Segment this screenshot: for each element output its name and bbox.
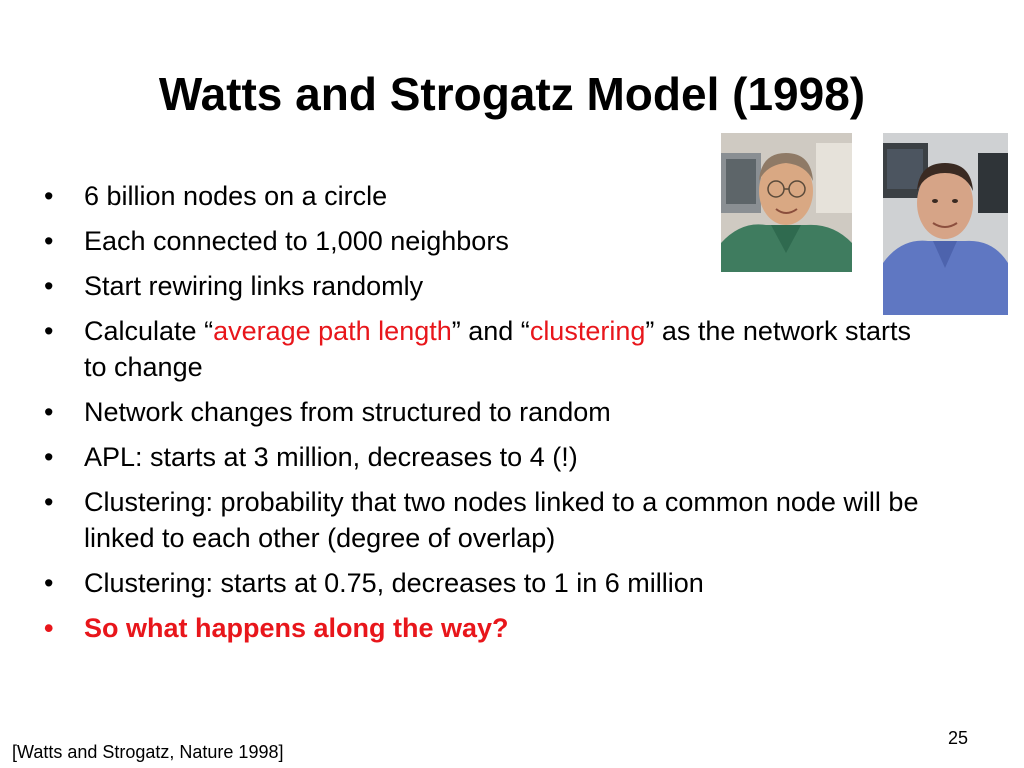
bullet-icon: • [44, 397, 54, 427]
bullet-item [44, 484, 924, 556]
bullet-item [44, 313, 924, 385]
bullet-text: Start rewiring links randomly [84, 271, 424, 301]
portrait-photo-watts [883, 133, 1008, 315]
page-number: 25 [948, 728, 969, 748]
highlight-clustering: clustering [529, 316, 646, 346]
bullet-icon: • [44, 181, 54, 211]
bullet-item [44, 268, 924, 304]
bullet-text: Clustering: starts at 0.75, decreases to 1 in 6 million [84, 568, 704, 598]
portrait-image [883, 133, 1008, 315]
bullet-text: APL: starts at 3 million, decreases to 4 (!) [84, 442, 578, 472]
bullet-item-emphasis [44, 610, 924, 646]
citation: [Watts and Strogatz, Nature 1998] [12, 742, 284, 762]
bullet-icon: • [44, 271, 54, 301]
bullet-text: 6 billion nodes on a circle [84, 181, 388, 211]
bullet-icon: • [44, 613, 54, 643]
bullet-text-suffix: ” as the network starts to change [84, 316, 911, 382]
portrait-photo-strogatz [721, 133, 852, 272]
bullet-text-prefix: Calculate “ [84, 316, 214, 346]
bullet-item [44, 439, 924, 475]
slide-title: Watts and Strogatz Model (1998) [158, 68, 866, 120]
bullet-text: Each connected to 1,000 neighbors [84, 226, 509, 256]
portrait-image [721, 133, 852, 272]
bullet-icon: • [44, 442, 54, 472]
bullet-text: Clustering: probability that two nodes linked to a common node will be linked to each other (degree of overlap) [84, 487, 919, 553]
bullet-icon: • [44, 568, 54, 598]
bullet-text-middle: ” and “ [451, 316, 530, 346]
highlight-average-path-length: average path length [213, 316, 452, 346]
bullet-text: Network changes from structured to random [84, 397, 611, 427]
bullet-icon: • [44, 226, 54, 256]
bullet-icon: • [44, 316, 54, 346]
bullet-item [44, 394, 924, 430]
bullet-icon: • [44, 487, 54, 517]
bullet-text: So what happens along the way? [84, 613, 509, 643]
bullet-item [44, 565, 924, 601]
